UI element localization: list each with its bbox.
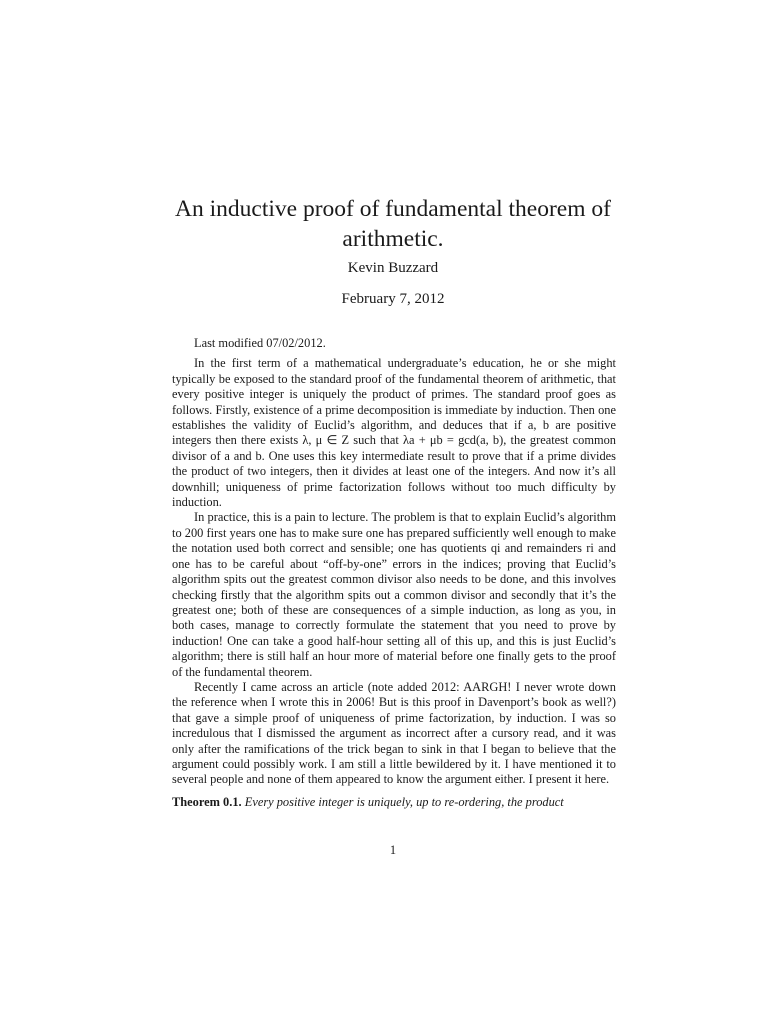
paragraph-3: Recently I came across an article (note added 2012: AARGH! I never wrote down the reference when I wrote this in 2006! But is this proof in Davenport’s book as well?) that gave a simple proof of uniqueness of prime factorization, by induction. I was so incredulous that I dismissed the argument as incorrect after a cursory read, and it was only after the ramifications of the trick began to sink in that I began to believe that the argument could possibly work. I am still a little bewildered by it. I have mentioned it to several people and none of them appeared to know the argument either. I present it here. [172,679,616,787]
theorem-statement [172,795,616,810]
theorem-label: Theorem 0.1. [172,794,242,809]
theorem-text: Every positive integer is uniquely, up to re-ordering, the product [244,794,564,809]
document-date: February 7, 2012 [341,291,445,307]
document-body [172,336,616,810]
author-name: Kevin Buzzard [347,260,439,276]
paragraph-1: In the first term of a mathematical undergraduate’s education, he or she might typically be exposed to the standard proof of the fundamental theorem of arithmetic, that every positive integer is uniquely the product of primes. The standard proof goes as follows. Firstly, existence of a prime decomposition is immediate by induction. Then one establishes the validity of Euclid’s algorithm, and deduces that if a, b are positive integers then there exists λ, μ ∈ Z such that λa + μb = gcd(a, b), the greatest common divisor of a and b. One uses this key intermediate result to prove that if a prime divides the product of two integers, then it divides at least one of the integers. And now it’s all downhill; uniqueness of prime factorization follows without too much difficulty by induction. [172,356,616,510]
page-number: 1 [389,843,397,857]
last-modified-note: Last modified 07/02/2012. [194,336,326,350]
document-title: An inductive proof of fundamental theorem of arithmetic. [175,196,611,252]
paragraph-2: In practice, this is a pain to lecture. The problem is that to explain Euclid’s algorithm to 200 first years one has to make sure one has prepared sufficiently well enough to make the notation used both correct and sensible; one has quotients qi and remainders ri and one has to be careful about “off-by-one” errors in the indices; proving that Euclid’s algorithm spits out the greatest common divisor also needs to be done, and this involves checking firstly that the algorithm spits out a common divisor and secondly that it’s the greatest one; both of these are consequences of a simple induction, as long as you, in both cases, manage to correctly formulate the statement that you need to prove by induction! One can take a good half-hour setting all of this up, and this is just Euclid’s algorithm; there is still half an hour more of material before one finally gets to the proof of the fundamental theorem. [172,510,616,679]
